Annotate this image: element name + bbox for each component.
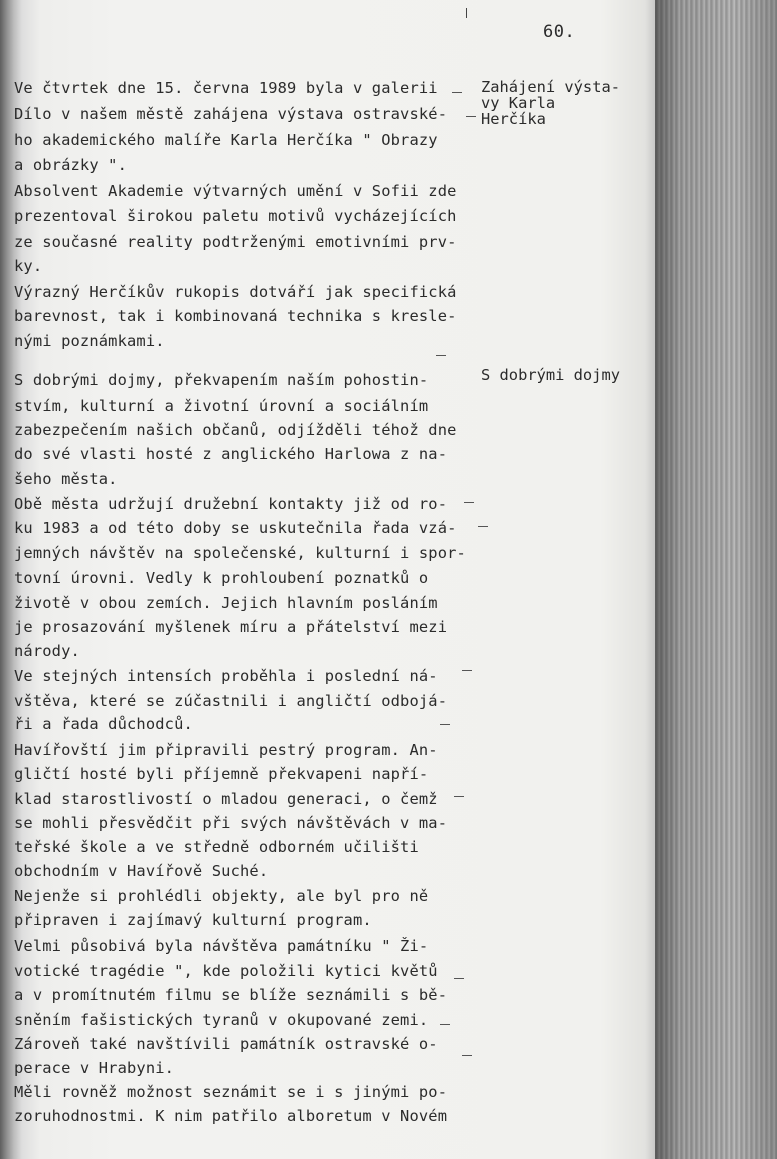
body-line: ky.: [14, 257, 43, 275]
body-line: Dílo v našem městě zahájena výstava ostravské-: [14, 105, 448, 123]
body-line: Obě města udržují družební kontakty již od ro-: [14, 495, 448, 513]
body-line: Zároveň také navštívili památník ostravské o-: [14, 1035, 438, 1053]
body-line: a obrázky ".: [14, 156, 127, 174]
body-line: a v promítnutém filmu se blíže seznámili s bě-: [14, 986, 448, 1004]
body-line: připraven i zajímavý kulturní program.: [14, 911, 372, 929]
body-line: klad starostlivostí o mladou generaci, o čemž: [14, 790, 438, 808]
body-line: perace v Hrabyni.: [14, 1059, 175, 1077]
margin-tick: [454, 978, 464, 979]
body-line: do své vlasti hosté z anglického Harlowa z na-: [14, 445, 448, 463]
margin-tick: [452, 92, 462, 93]
margin-note-exhibition-line-1: Zahájení výsta-: [481, 78, 620, 96]
margin-tick: [454, 796, 464, 797]
page-number: 60.: [543, 22, 576, 42]
margin-tick: [436, 355, 446, 356]
body-line: Havířovští jim připravili pestrý program. An-: [14, 741, 438, 759]
body-line: je prosazování myšlenek míru a přátelství mezi: [14, 618, 448, 636]
body-line: Ve čtvrtek dne 15. června 1989 byla v galerii: [14, 79, 438, 97]
body-line: Absolvent Akademie výtvarných umění v Sofii zde: [14, 182, 457, 200]
page-stack-shadow: [655, 0, 777, 1159]
body-line: barevnost, tak i kombinovaná technika s kresle-: [14, 307, 457, 325]
margin-tick: [440, 724, 450, 725]
body-line: Měli rovněž možnost seznámit se i s jinými po-: [14, 1083, 448, 1101]
body-line: sněním fašistických tyranů v okupované zemi.: [14, 1011, 429, 1029]
body-line: vštěva, které se zúčastnili i angličtí odbojá-: [14, 692, 448, 710]
margin-tick: [478, 526, 488, 527]
margin-tick: [464, 502, 474, 503]
body-line: životě v obou zemích. Jejich hlavním posláním: [14, 594, 438, 612]
body-line: se mohli přesvědčit při svých návštěvách v ma-: [14, 814, 448, 832]
body-line: ku 1983 a od této doby se uskutečnila řada vzá-: [14, 519, 457, 537]
body-line: zabezpečením našich občanů, odjížděli téhož dne: [14, 421, 457, 439]
body-line: Výrazný Herčíkův rukopis dotváří jak specifická: [14, 283, 457, 301]
body-line: S dobrými dojmy, překvapením naším pohostin-: [14, 371, 429, 389]
body-line: jemných návštěv na společenské, kulturní i spor-: [14, 544, 466, 562]
margin-note-exhibition-line-2: vy Karla: [481, 94, 556, 112]
margin-note-exhibition-line-3: Herčíka: [481, 110, 546, 128]
body-line: národy.: [14, 642, 80, 660]
body-line: teřské škole a ve středně odborném učilišti: [14, 838, 419, 856]
margin-tick: [440, 1024, 450, 1025]
body-line: gličtí hosté byli příjemně překvapeni napří-: [14, 765, 429, 783]
margin-tick: [462, 1055, 472, 1056]
body-line: ho akademického malíře Karla Herčíka " Obrazy: [14, 131, 438, 149]
body-line: šeho města.: [14, 470, 118, 488]
margin-tick: [466, 116, 476, 117]
body-line: votické tragédie ", kde položili kytici květů: [14, 962, 438, 980]
body-line: tovní úrovni. Vedly k prohloubení poznatků o: [14, 569, 429, 587]
body-line: zoruhodnostmi. K nim patřilo alboretum v Novém: [14, 1107, 448, 1125]
body-line: nými poznámkami.: [14, 332, 165, 350]
body-line: Nejenže si prohlédli objekty, ale byl pro ně: [14, 887, 429, 905]
top-mark: [466, 8, 467, 18]
body-line: Ve stejných intensích proběhla i poslední ná-: [14, 667, 438, 685]
body-line: prezentoval širokou paletu motivů vycházejících: [14, 207, 457, 225]
body-line: obchodním v Havířově Suché.: [14, 862, 269, 880]
margin-note-good-impressions: S dobrými dojmy: [481, 366, 620, 384]
body-line: ři a řada důchodců.: [14, 715, 193, 733]
body-line: Velmi působivá byla návštěva památníku " Ži-: [14, 937, 429, 955]
margin-tick: [462, 670, 472, 671]
body-line: stvím, kulturní a životní úrovní a sociálním: [14, 397, 429, 415]
body-line: ze současné reality podtrženými emotivními prv-: [14, 233, 457, 251]
